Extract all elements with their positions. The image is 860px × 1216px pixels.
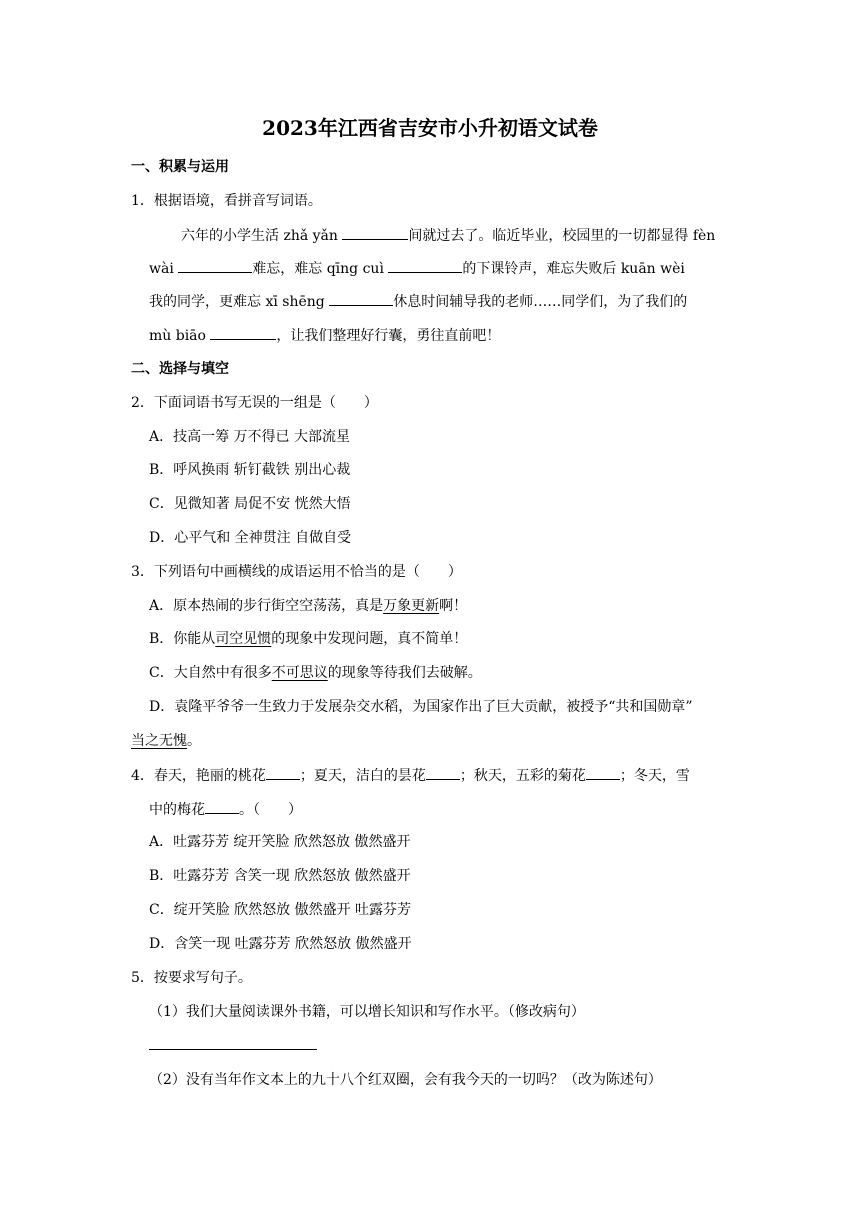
q4-stem-line-1 [131,765,690,786]
q5-stem: 5．按要求写句子。 [131,970,252,986]
q1-text: 我的同学，更难忘 xī shēng [149,294,330,310]
underlined-idiom: 万象更新 [383,598,440,614]
q3-option-b [149,629,467,649]
q1-line-4 [149,325,500,346]
q3-text: 。 [187,733,201,749]
answer-blank[interactable] [178,258,252,273]
q2-stem: 2．下面词语书写无误的一组是（ ） [131,395,378,411]
q1-text: 六年的小学生活 zhǎ yǎn [181,228,343,244]
q1-stem: 1．根据语境，看拼音写词语。 [131,193,322,209]
q3-text: 啊！ [439,598,468,614]
answer-blank[interactable] [388,258,462,273]
page-title: 2023年江西省吉安市小升初语文试卷 [262,116,598,140]
q2-option-c: C．见微知著 局促不安 恍然大悟 [149,496,351,512]
q1-text: 的下课铃声，难忘失败后 kuān wèi [462,261,685,277]
answer-blank[interactable] [426,765,460,780]
q1-text: 休息时间辅导我的老师……同学们，为了我们的 [393,294,688,310]
q4-text: 中的梅花 [149,802,205,818]
q3-option-d-cont [131,731,201,751]
q1-text: 间就过去了。临近毕业，校园里的一切都显得 fèn [408,228,716,244]
answer-blank[interactable] [210,325,276,340]
q4-option-d: D．含笑一现 吐露芬芳 欣然怒放 傲然盛开 [149,936,412,952]
q4-text: 。（ ） [239,802,302,818]
q4-text: 4．春天，艳丽的桃花 [131,768,266,784]
q5-part-2: （2）没有当年作文本上的九十八个红双圈，会有我今天的一切吗？（改为陈述句） [149,1072,662,1088]
answer-blank[interactable] [586,765,620,780]
answer-blank[interactable] [342,225,408,240]
answer-blank[interactable] [205,799,239,814]
q4-text: ；夏天，洁白的昙花 [299,768,426,784]
q4-stem-line-2 [149,799,302,820]
q4-text: ；冬天，雪 [619,768,690,784]
q4-option-c: C．绽开笑脸 欣然怒放 傲然盛开 吐露芬芳 [149,902,412,918]
section-heading-1: 一、积累与运用 [131,159,229,175]
q1-text: wài [149,261,179,277]
q4-option-b: B．吐露芬芳 含笑一现 欣然怒放 傲然盛开 [149,868,411,884]
q2-option-d: D．心平气和 全神贯注 自做自受 [149,530,352,546]
q1-line-1 [181,225,715,246]
q4-option-a: A．吐露芬芳 绽开笑脸 欣然怒放 傲然盛开 [149,834,411,850]
q5-part-1: （1）我们大量阅读课外书籍，可以增长知识和写作水平。（修改病句） [149,1004,585,1020]
answer-line[interactable] [149,1049,317,1050]
q3-stem: 3．下列语句中画横线的成语运用不恰当的是（ ） [131,564,462,580]
q4-text: ；秋天，五彩的菊花 [459,768,586,784]
q2-option-a: A．技高一筹 万不得已 大部流星 [149,429,351,445]
answer-blank[interactable] [266,765,300,780]
underlined-idiom: 当之无愧 [131,733,187,749]
q2-option-b: B．呼风换雨 斩钉截铁 别出心裁 [149,462,351,478]
q3-text: B．你能从 [149,631,216,647]
q1-text: 难忘，难忘 qīng cuì [252,261,389,277]
underlined-idiom: 司空见惯 [215,631,272,647]
q1-line-3 [149,291,687,312]
answer-blank[interactable] [329,291,393,306]
q3-option-d: D．袁隆平爷爷一生致力于发展杂交水稻，为国家作出了巨大贡献，被授予“共和国勋章” [149,699,693,715]
underlined-idiom: 不可思议 [271,665,328,681]
section-heading-2: 二、选择与填空 [131,361,229,377]
q3-text: A．原本热闹的步行街空空荡荡，真是 [149,598,384,614]
q1-text: ，让我们整理好行囊，勇往直前吧！ [276,328,501,344]
q1-text: mù biāo [149,328,211,344]
q1-line-2 [149,258,685,279]
q3-text: 的现象等待我们去破解。 [327,665,482,681]
q3-text: 的现象中发现问题，真不简单！ [271,631,468,647]
q3-option-a [149,596,467,616]
q3-text: C．大自然中有很多 [149,665,272,681]
q3-option-c [149,663,482,683]
